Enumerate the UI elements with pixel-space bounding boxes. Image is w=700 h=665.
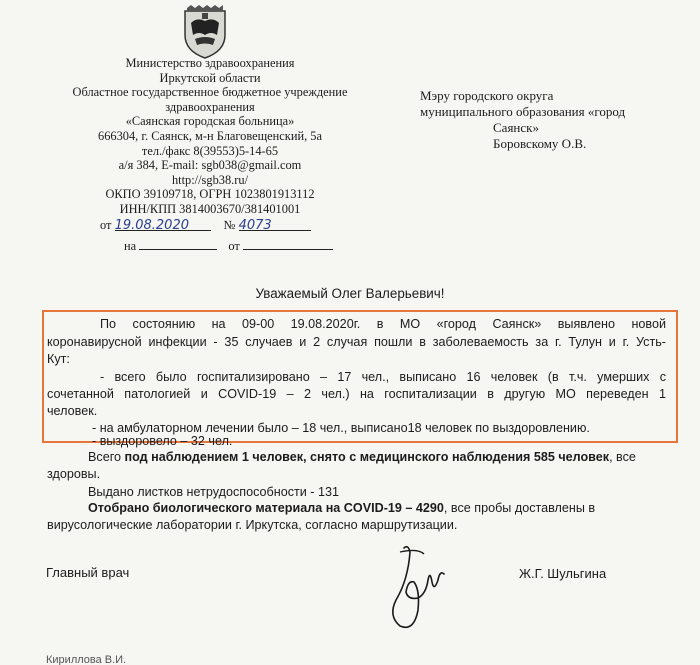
header-line: Областное государственное бюджетное учреждение: [72, 85, 348, 100]
on-field: [139, 237, 217, 250]
header-line: тел./факс 8(39553)5-14-65: [141, 143, 279, 158]
handwritten-signature: [378, 540, 458, 640]
body-paragraph: сочетанной патологией и COVID-19 – 2 чел.) на госпитализации в другую МО переведен 1: [47, 387, 666, 401]
body-paragraph: человек.: [47, 404, 98, 418]
signatory-name: Ж.Г. Шульгина: [519, 566, 607, 581]
from-field: [243, 237, 333, 250]
body-paragraph: здоровы.: [47, 467, 101, 481]
coat-of-arms-emblem: [181, 5, 229, 61]
date-field: [115, 218, 211, 231]
addressee-line: Боровскому О.В.: [493, 136, 587, 151]
from-label-2: от: [228, 239, 240, 253]
body-paragraph: По состоянию на 09-00 19.08.2020г. в МО «город Саянск» выявлено новой: [100, 317, 666, 331]
text-run-bold: под наблюдением 1 человек, снято с медицинского наблюдения 585 человек: [124, 450, 610, 464]
body-paragraph: коронавирусной инфекции - 35 случаев и 2 случая пошли в заболеваемость за г. Тулун и г. Усть-: [47, 335, 666, 349]
from-label: от: [100, 218, 112, 232]
text-run: , все: [609, 450, 636, 464]
text-run-bold: Отобрано биологического материала на COVID-19 – 4290: [88, 501, 444, 515]
body-paragraph: вирусологические лаборатории г. Иркутска, согласно маршрутизации.: [47, 518, 458, 532]
addressee-line: муниципального образования «город: [420, 104, 626, 119]
body-paragraph: [88, 449, 636, 466]
sender-header: [40, 56, 380, 217]
body-paragraph: - выздоровело – 32 чел.: [92, 434, 233, 448]
body-paragraph: Кут:: [47, 352, 70, 366]
outgoing-registration: [100, 218, 311, 233]
text-run: Всего: [88, 450, 125, 464]
incoming-registration: [124, 237, 333, 254]
header-line: Иркутской области: [159, 70, 261, 85]
header-line: а/я 384, E-mail: sgb038@gmail.com: [118, 158, 302, 173]
number-field: [239, 218, 311, 231]
body-paragraph: - на амбулаторном лечении было – 18 чел., выписано18 человек по выздоровлению.: [92, 421, 590, 435]
header-line: 666304, г. Саянск, м-н Благовещенский, 5а: [98, 128, 322, 143]
body-paragraph: Выдано листков нетрудоспособности - 131: [88, 485, 339, 499]
handwritten-date: 19.08.2020: [114, 218, 189, 233]
addressee-line: Мэру городского округа: [420, 88, 554, 103]
header-line: ИНН/КПП 3814003670/381401001: [119, 201, 301, 216]
body-paragraph: - всего было госпитализировано – 17 чел., выписано 16 человек (в т.ч. умерших с: [100, 370, 666, 384]
header-line: Министерство здравоохранения: [125, 56, 295, 70]
on-label: на: [124, 239, 137, 253]
header-line: здравоохранения: [165, 99, 255, 114]
addressee-line: Саянск»: [493, 120, 539, 135]
text-run: , все пробы доставлены в: [443, 501, 596, 515]
executor-name: Кириллова В.И.: [46, 654, 127, 665]
header-line: ОКПО 39109718, ОГРН 1023801913112: [105, 187, 315, 202]
header-line: «Саянская городская больница»: [125, 114, 295, 129]
greeting: Уважаемый Олег Валерьевич!: [255, 286, 445, 301]
signatory-title: Главный врач: [46, 565, 130, 580]
body-paragraph: [88, 500, 595, 517]
addressee-block: [420, 88, 680, 152]
number-label: №: [223, 218, 236, 232]
handwritten-number: 4073: [238, 218, 272, 233]
header-line: http://sgb38.ru/: [171, 172, 249, 187]
